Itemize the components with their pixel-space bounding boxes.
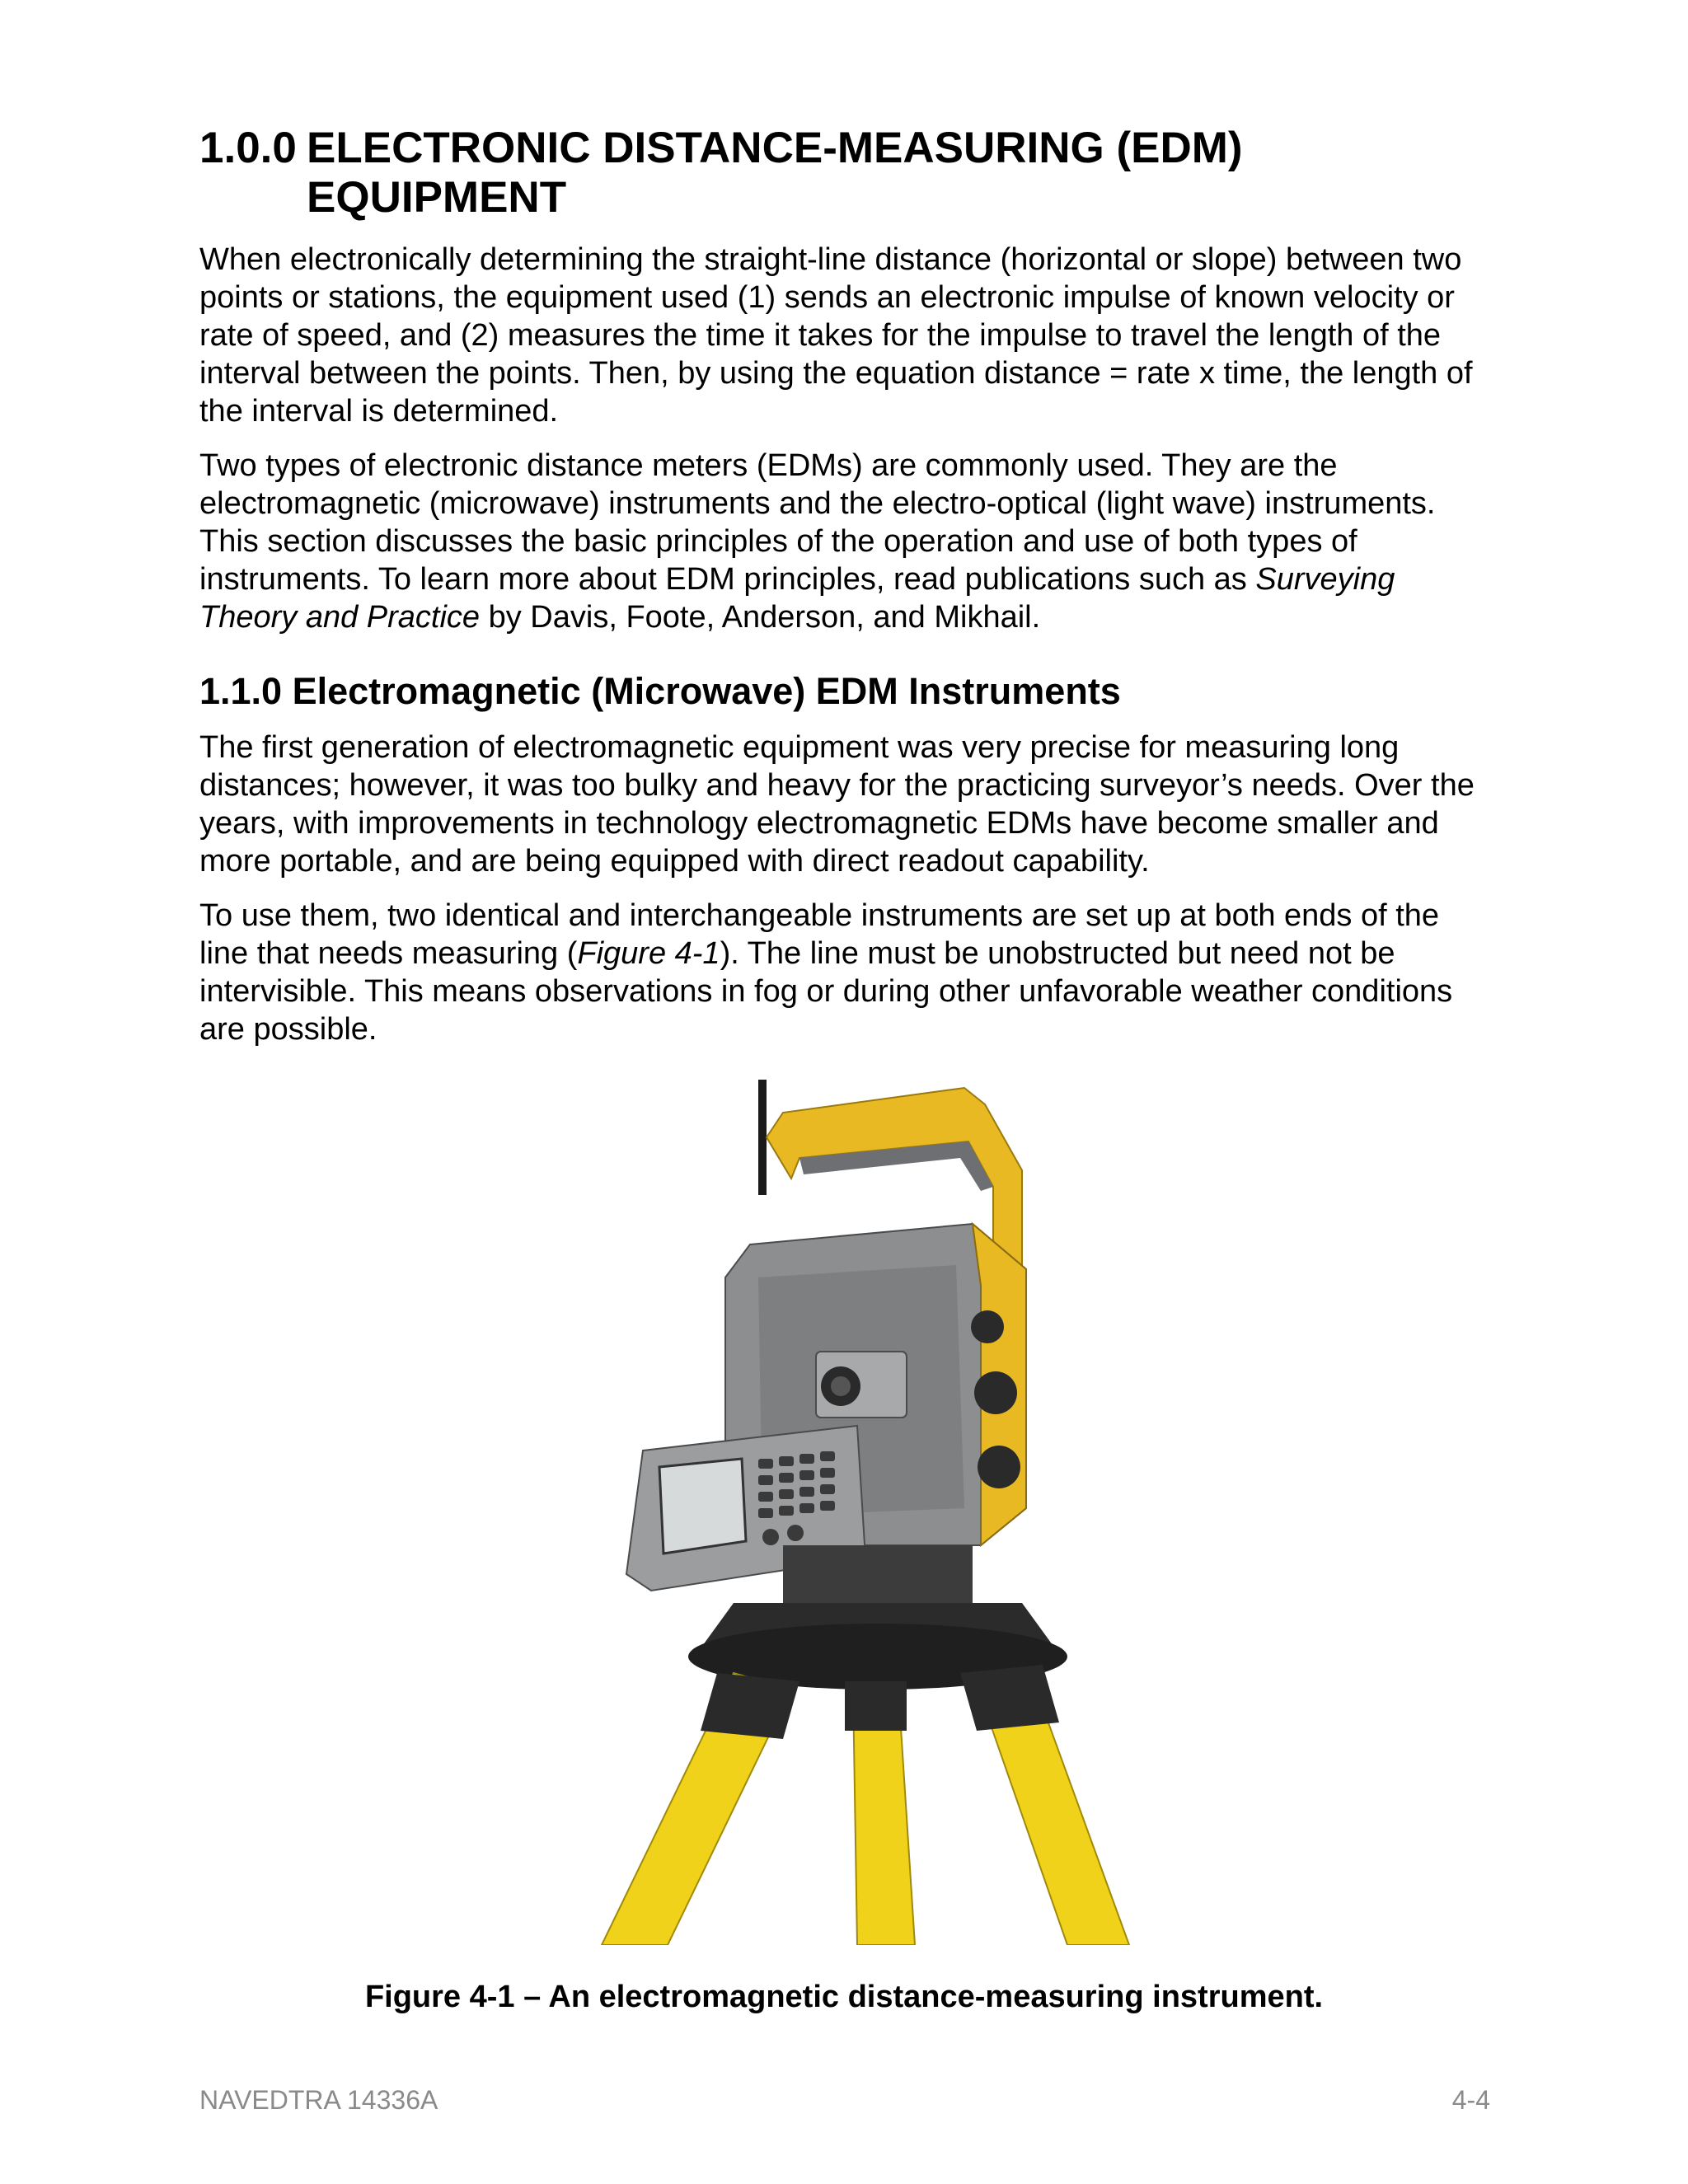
leg-clamp xyxy=(960,1665,1059,1731)
section-paragraph-2 xyxy=(199,447,1493,636)
subsection-heading: 1.1.0 Electromagnetic (Microwave) EDM Instruments xyxy=(199,670,1121,712)
knob-icon xyxy=(971,1310,1004,1343)
leg-clamp xyxy=(701,1673,799,1739)
book-title: Surveying Theory and Practice xyxy=(199,562,1395,635)
section-heading xyxy=(199,124,1493,223)
antenna xyxy=(758,1080,767,1195)
subsection-paragraph-1: The first generation of electromagnetic equipment was very precise for measuring long distances; however, it was too bulky and heavy for the practicing surveyor’s needs. Over the years, with improvements in technology electromagnetic EDMs have become smaller and more portable, and are being equipped with direct readout capability. xyxy=(199,730,1475,879)
figure-caption: Figure 4-1 – An electromagnetic distance-measuring instrument. xyxy=(364,1980,1324,2014)
subsection-paragraph-2 xyxy=(199,897,1493,1048)
footer-doc-id: NAVEDTRA 14336A xyxy=(199,2085,438,2115)
section-number: 1.0.0 xyxy=(199,124,297,172)
instrument-figure xyxy=(593,1080,1137,1945)
section-paragraph-1: When electronically determining the straight-line distance (horizontal or slope) between two points or stations, the equipment used (1) sends an electronic impulse of known velocity or rate of speed, and (2) measures the time it takes for the impulse to travel the length of the interval between the points. Then, by using the equation distance = rate x time, the length of the interval is determined. xyxy=(199,242,1473,429)
knob-icon xyxy=(978,1446,1020,1488)
section-paragraph-2-text-b: by Davis, Foote, Anderson, and Mikhail. xyxy=(480,600,1041,635)
figure-reference: Figure 4-1 xyxy=(577,936,720,971)
total-station-illustration xyxy=(593,1080,1137,1945)
instrument-base xyxy=(783,1545,973,1603)
subsection-paragraph-2-text-b: ). The line must be unobstructed but need not be intervisible. This means observations in fog or during other unfavorable weather conditions are possible. xyxy=(199,936,1453,1047)
page-content xyxy=(199,124,1493,1048)
leg-clamp xyxy=(845,1681,907,1731)
footer-page-number: 4-4 xyxy=(1451,2085,1490,2115)
subsection-paragraph-2-text-a: To use them, two identical and interchangeable instruments are set up at both ends of the line that needs measuring ( xyxy=(199,898,1440,971)
section-paragraph-2-text-a: Two types of electronic distance meters (EDMs) are commonly used. They are the electromagnetic (microwave) instruments and the electro-optical (light wave) instruments. This section discusses the basic principles of the operation and use of both types of instruments. To learn more about EDM principles, read publications such as xyxy=(199,448,1436,597)
knob-icon xyxy=(974,1371,1017,1414)
section-title: ELECTRONIC DISTANCE-MEASURING (EDM) EQUIPMENT xyxy=(307,124,1243,222)
display-screen xyxy=(659,1459,746,1554)
